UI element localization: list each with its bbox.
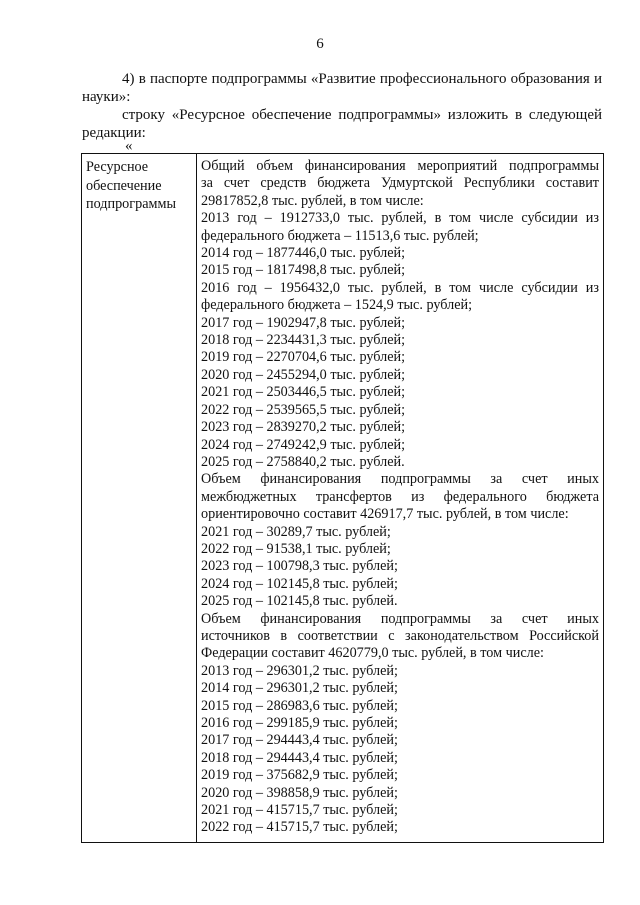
funding-line: 2014 год – 1877446,0 тыс. рублей; [201, 245, 406, 262]
funding-line: 29817852,8 тыс. рублей, в том числе: [201, 192, 424, 209]
funding-line: ориентировочно составит 426917,7 тыс. рублей, в том числе: [201, 506, 569, 523]
funding-line: 2024 год – 2749242,9 тыс. рублей; [201, 436, 406, 453]
intro-paragraph-1: 4) в паспорте подпрограммы «Развитие профессионального образования и науки»: [82, 71, 602, 105]
funding-line: 2020 год – 398858,9 тыс. рублей; [201, 784, 398, 801]
funding-line: 2020 год – 2455294,0 тыс. рублей; [201, 366, 406, 383]
funding-line: 2013 год – 296301,2 тыс. рублей; [201, 662, 398, 679]
funding-line: 2025 год – 102145,8 тыс. рублей. [201, 593, 398, 610]
funding-line: Объем финансирования подпрограммы за счет иных [201, 610, 599, 627]
row-content-cell [197, 154, 604, 843]
funding-line: 2014 год – 296301,2 тыс. рублей; [201, 680, 398, 697]
row-label: Ресурсное обеспечение подпрограммы [86, 159, 176, 212]
funding-line: 2023 год – 100798,3 тыс. рублей; [201, 558, 398, 575]
funding-line: Федерации составит 4620779,0 тыс. рублей, в том числе: [201, 645, 544, 662]
funding-line: 2022 год – 415715,7 тыс. рублей; [201, 819, 398, 836]
funding-line: федерального бюджета – 1524,9 тыс. рублей; [201, 297, 473, 314]
funding-line: 2015 год – 1817498,8 тыс. рублей; [201, 262, 406, 279]
funding-line: 2025 год – 2758840,2 тыс. рублей. [201, 453, 405, 470]
table-row [82, 154, 604, 843]
opening-quote: « [125, 138, 133, 154]
page-number: 6 [316, 36, 324, 52]
funding-line: источников в соответствии с законодательством Российской [201, 627, 599, 644]
funding-line: 2013 год – 1912733,0 тыс. рублей, в том числе субсидии из [201, 210, 599, 227]
funding-line: 2021 год – 2503446,5 тыс. рублей; [201, 384, 406, 401]
row-label-cell [82, 154, 197, 843]
funding-line: Объем финансирования подпрограммы за счет иных [201, 471, 599, 488]
funding-line: 2017 год – 294443,4 тыс. рублей; [201, 732, 398, 749]
funding-line: 2019 год – 375682,9 тыс. рублей; [201, 767, 398, 784]
funding-line: 2024 год – 102145,8 тыс. рублей; [201, 575, 398, 592]
funding-line: 2018 год – 2234431,3 тыс. рублей; [201, 332, 406, 349]
funding-line: 2022 год – 2539565,5 тыс. рублей; [201, 401, 406, 418]
intro-paragraph-2: строку «Ресурсное обеспечение подпрограммы» изложить в следующей редакции: [82, 107, 602, 141]
resource-table [81, 153, 604, 843]
funding-line: 2022 год – 91538,1 тыс. рублей; [201, 540, 391, 557]
funding-line: 2021 год – 415715,7 тыс. рублей; [201, 802, 398, 819]
funding-line: за счет средств бюджета Удмуртской Республики составит [201, 175, 599, 192]
funding-line: 2023 год – 2839270,2 тыс. рублей; [201, 419, 406, 436]
funding-line: 2021 год – 30289,7 тыс. рублей; [201, 523, 391, 540]
funding-line: 2018 год – 294443,4 тыс. рублей; [201, 749, 398, 766]
funding-line: 2019 год – 2270704,6 тыс. рублей; [201, 349, 406, 366]
funding-line: Общий объем финансирования мероприятий подпрограммы [201, 158, 599, 174]
funding-line: 2017 год – 1902947,8 тыс. рублей; [201, 314, 406, 331]
funding-line: 2015 год – 286983,6 тыс. рублей; [201, 697, 398, 714]
funding-line: 2016 год – 1956432,0 тыс. рублей, в том числе субсидии из [201, 279, 599, 296]
funding-line: 2016 год – 299185,9 тыс. рублей; [201, 715, 398, 731]
funding-line: федерального бюджета – 11513,6 тыс. рублей; [201, 227, 479, 244]
funding-line: межбюджетных трансфертов из федерального бюджета [201, 488, 599, 505]
